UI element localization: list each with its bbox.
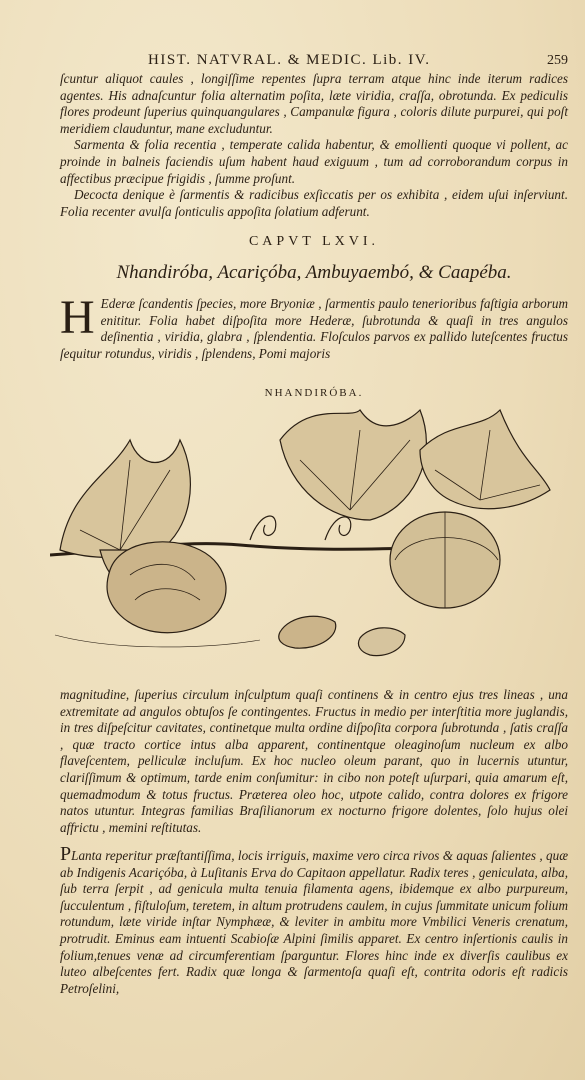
description-text	[60, 291, 568, 362]
page-number: 259	[547, 53, 568, 68]
initial-letter: P	[60, 843, 72, 865]
seed	[358, 628, 405, 656]
planta-text	[60, 843, 568, 997]
paragraph: Sarmenta & folia recentia , temperate calida habentur, & emollienti quoque vi pollent, ac proinde in balneis faciendis uſum habent haud exiguum , tum ad corroborandum corpus in affectibus præcipue frigidis , ſumme proſunt.	[60, 137, 568, 186]
leaf	[420, 410, 550, 509]
planta-body: Lanta reperitur præſtantiſſima, locis irriguis, maxime vero circa rivos & aquas ſalientes , quæ ab Indigenis Acariçóba, à Luſitanis Erva do Capitaon appellatur. Radix teres , geniculata, alba, ſub terra ſerpit , ad genicula multa tenuia filamenta agens, ibidemque ex albo purpureum, ſucculentum , fiſtuloſum, teretem, in altum protrudens caulem, in cujus ſummitate unicum folium rotundum, læte viride inſtar Nymphææ, & leviter in ambitu more Vmbilici Veneris crenatum, protrudit. Eminus eam intuenti Scabioſæ Alpini ſimilis apparet. Ex centro inſertionis caulis in folium,tenues venæ ad circumferentiam ſparguntur. Flores hinc inde ex diverſis caulibus ex luteo albeſcentes fert. Radix quæ longa & ſarmentoſa quaſi eſt, contrita odoris eſt radicis Petroſelini,	[60, 848, 568, 996]
tendril	[250, 516, 276, 540]
leaf	[280, 410, 426, 520]
paragraph: magnitudine, ſuperius circulum inſculptum quaſi continens & in centro ejus tres lineas , una extremitate ad angulos obtuſos ſe contingentes. Fructus in medio per interſtitia more juglandis, in tres diſpeſcitur cavitates, continetque multa ordine diſpoſita corpora ſubrotunda , ſatis craſſa , quæ tracto cortice intus alba apparent, continentque oleaginoſum nucleum ex albo flaveſcentem, pelliculæ incluſum. Ex hoc nucleo oleum parant, quo in lucernis utuntur, clariſſimum & optimum, tarde enim conſumitur: in cibo non poteſt uſurpari, quia amarum eſt, quemadmodum & totus fructus. Præterea oleo hoc, utpote calido, contra dolores ex frigore natos utuntur. Integras familias Braſilianorum ex nocturno frigore dolentes, ſolo hujus olei affrictu , memini reſtitutas.	[60, 687, 568, 835]
paragraph: Decocta denique è ſarmentis & radicibus exſiccatis per os exhibita , eidem uſui inſerviunt. Folia recenter avulſa ſonticulis appoſita ſolatium adferunt.	[60, 187, 568, 219]
seed	[279, 616, 336, 648]
after-figure-text	[60, 687, 568, 836]
description-body: Ederæ ſcandentis ſpecies, more Bryoniæ , ſarmentis paulo tenerioribus faſtigia arborum enititur. Folia habet diſpoſita more Hederæ, ſubrotunda & quaſi in tres angulos deſinentia , viridia, glabra , ſplendentia. Floſculos parvos ex pallido luteſcentes fructus ſequitur rotundus, viridis , ſplendens, Pomi majoris	[60, 296, 568, 361]
paragraph: ſcuntur aliquot caules , longiſſime repentes ſupra terram atque hinc inde iterum radices agentes. His adnaſcuntur folia alternatim poſita, læte viridia, craſſa, obrotunda. Ex pediculis flores prodeunt ſuperius quinquangulares , Campanulæ figura , coloris dilute purpurei, qui poſt meridiem clauduntur, mane excluduntur.	[60, 71, 568, 136]
running-title: HIST. NATVRAL. & MEDIC. Lib. IV.	[148, 52, 431, 68]
chapter-heading: CAPVT LXVI.	[248, 234, 380, 249]
running-header	[148, 52, 568, 69]
intro-text	[60, 71, 568, 220]
open-fruit	[107, 542, 226, 633]
tendril	[325, 517, 351, 540]
leaf	[60, 440, 190, 558]
figure-caption: NHANDIRÓBA.	[264, 387, 364, 399]
chapter-title: Nhandiróba, Acariçóba, Ambuyaembó, & Caapéba.	[116, 262, 512, 283]
nhandiroba-illustration	[50, 400, 560, 680]
drop-cap: H	[60, 291, 95, 344]
